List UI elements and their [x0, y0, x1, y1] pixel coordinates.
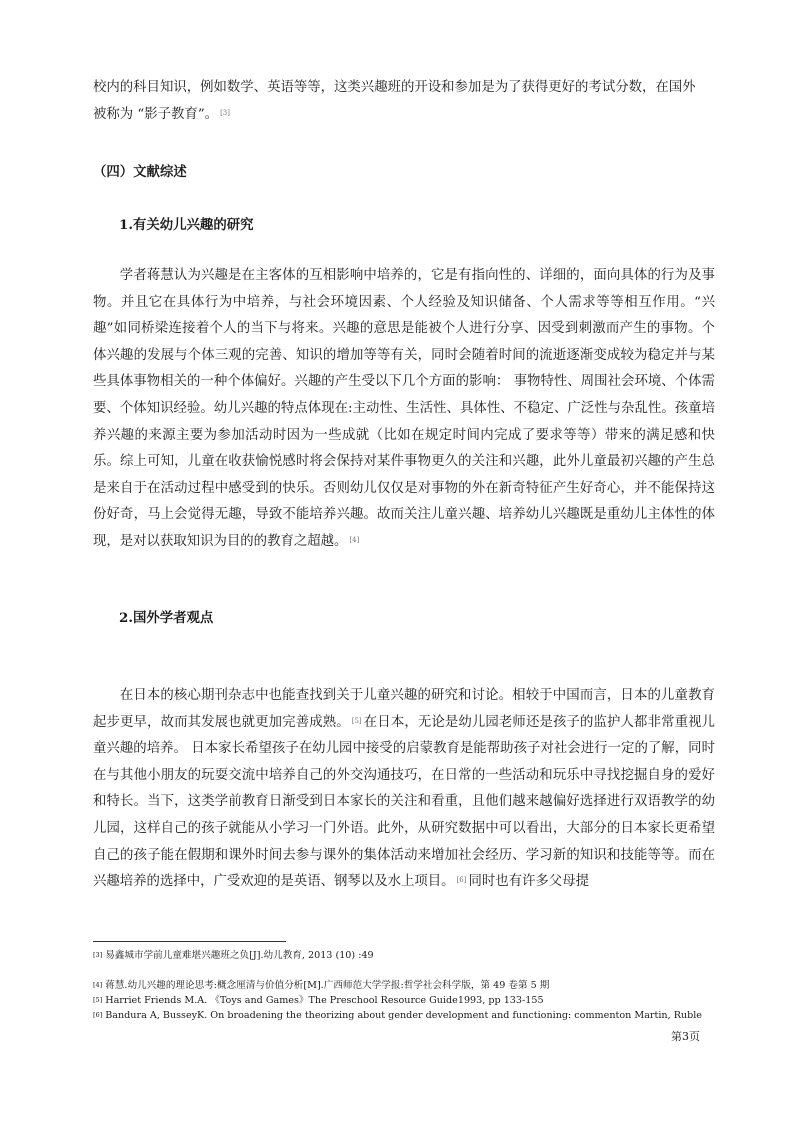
footnotes-section: [93, 948, 715, 1023]
footnote-ref-5[interactable]: [5]: [351, 716, 362, 725]
section-heading: （四）文献综述: [93, 164, 187, 180]
footnote-ref-3[interactable]: [3]: [220, 108, 230, 117]
footnote-number: [5]: [93, 996, 103, 1004]
footnote-divider: [93, 941, 286, 942]
footnote-3: [93, 948, 715, 978]
intro-line-1: 校内的科目知识，例如数学、英语等等，这类兴趣班的开设和参加是为了获得更好的考试分数，在国外: [93, 80, 696, 95]
paragraph-interest-research: [93, 263, 715, 556]
paragraph-foreign-scholars: [93, 683, 715, 896]
intro-line-2: [93, 102, 715, 129]
paragraph-2-text-b: 在日本，无论是幼儿园老师还是孩子的监护人都非常重视儿童兴趣的培养。 日本家长希望孩子在幼儿园中接受的启蒙教育是能帮助孩子对社会进行一定的了解，同时在与其他小朋友的玩耍交流中培养自己的外交沟通技巧，在日常的一些活动和玩乐中寻找挖掘自身的爱好和特长。当下，这类学前教育日渐受到日本家长的关注和看重，且他们越来越偏好选择进行双语教学的幼儿园，这样自己的孩子就能从小学习一门外语。此外，从研究数据中可以看出，大部分的日本家长更希望自己的孩子能在假期和课外时间去参与课外的集体活动来增加社会经历、学习新的知识和技能等等。而在兴趣培养的选择中，广受欢迎的是英语、钢琴以及水上项目。: [93, 714, 716, 890]
paragraph-2-text-c: 同时也有许多父母提: [468, 874, 589, 890]
intro-paragraph: [93, 75, 715, 128]
footnote-6: [93, 1008, 715, 1023]
intro-line-2-text: 被称为 “影子教育”。: [93, 106, 219, 122]
footnote-text: Harriet Friends M.A. 《Toys and Games》The Preschool Resource Guide1993, pp 133-155: [105, 995, 544, 1006]
subsection-heading-1: 1.有关幼儿兴趣的研究: [119, 217, 254, 233]
footnote-5: [93, 993, 715, 1008]
footnote-ref-6[interactable]: [6]: [456, 876, 467, 885]
footnote-number: [4]: [93, 981, 103, 989]
footnote-4: [93, 978, 715, 993]
paragraph-1-text: 学者蒋慧认为兴趣是在主客体的互相影响中培养的，它是有指向性的、详细的，面向具体的行为及事物。并且它在具体行为中培养，与社会环境因素、个人经验及知识储备、个人需求等等相互作用。“兴趣”如同桥梁连接着个人的当下与将来。兴趣的意思是能被个人进行分享、因受到刺激而产生的事物。个体兴趣的发展与个体三观的完善、知识的增加等等有关，同时会随着时间的流逝逐渐变成较为稳定并与某些具体事物相关的一种个体偏好。兴趣的产生受以下几个方面的影响： 事物特性、周围社会环境、个体需要、个体知识经验。幼儿兴趣的特点体现在:主动性、生活性、具体性、不稳定、广泛性与杂乱性。孩童培养兴趣的来源主要为参加活动时因为一些成就（比如在规定时间内完成了要求等等）带来的满足感和快乐。综上可知，儿童在收获愉悦感时将会保持对某件事物更久的关注和兴趣，此外儿童最初兴趣的产生总是来自于在活动过程中感受到的快乐。否则幼儿仅仅是对事物的外在新奇特征产生好奇心，并不能保持这份好奇，马上会觉得无趣，导致不能培养兴趣。故而关注儿童兴趣、培养幼儿兴趣既是重幼儿主体性的体现，是对以获取知识为目的的教育之超越。: [93, 268, 715, 549]
footnote-number: [3]: [93, 951, 103, 959]
footnote-text: 易鑫城市学前儿童难堪兴趣班之负[J].幼儿教育, 2013 (10) :49: [105, 950, 374, 961]
footnote-ref-4[interactable]: [4]: [349, 535, 360, 544]
paragraph-2-text-a: 在日本的核心期刊杂志中也能查找到关于儿童兴趣的研究和讨论。相较于中国而言，日本的儿童教育起步更早，故而其发展也就更加完善成熟。: [93, 688, 715, 730]
page-number: 第3页: [671, 1030, 700, 1043]
footnote-text: Bandura A, BusseyK. On broadening the theorizing about gender development and functioning: commenton Martin, Ruble: [105, 1010, 702, 1021]
footnote-text: 蒋慧.幼儿兴趣的理论思考:概念厘清与价值分析[M].广西师范大学学报:哲学社会科学版，第 49 卷第 5 期: [105, 980, 550, 991]
subsection-heading-2: 2.国外学者观点: [119, 610, 214, 626]
footnote-number: [6]: [93, 1011, 103, 1019]
